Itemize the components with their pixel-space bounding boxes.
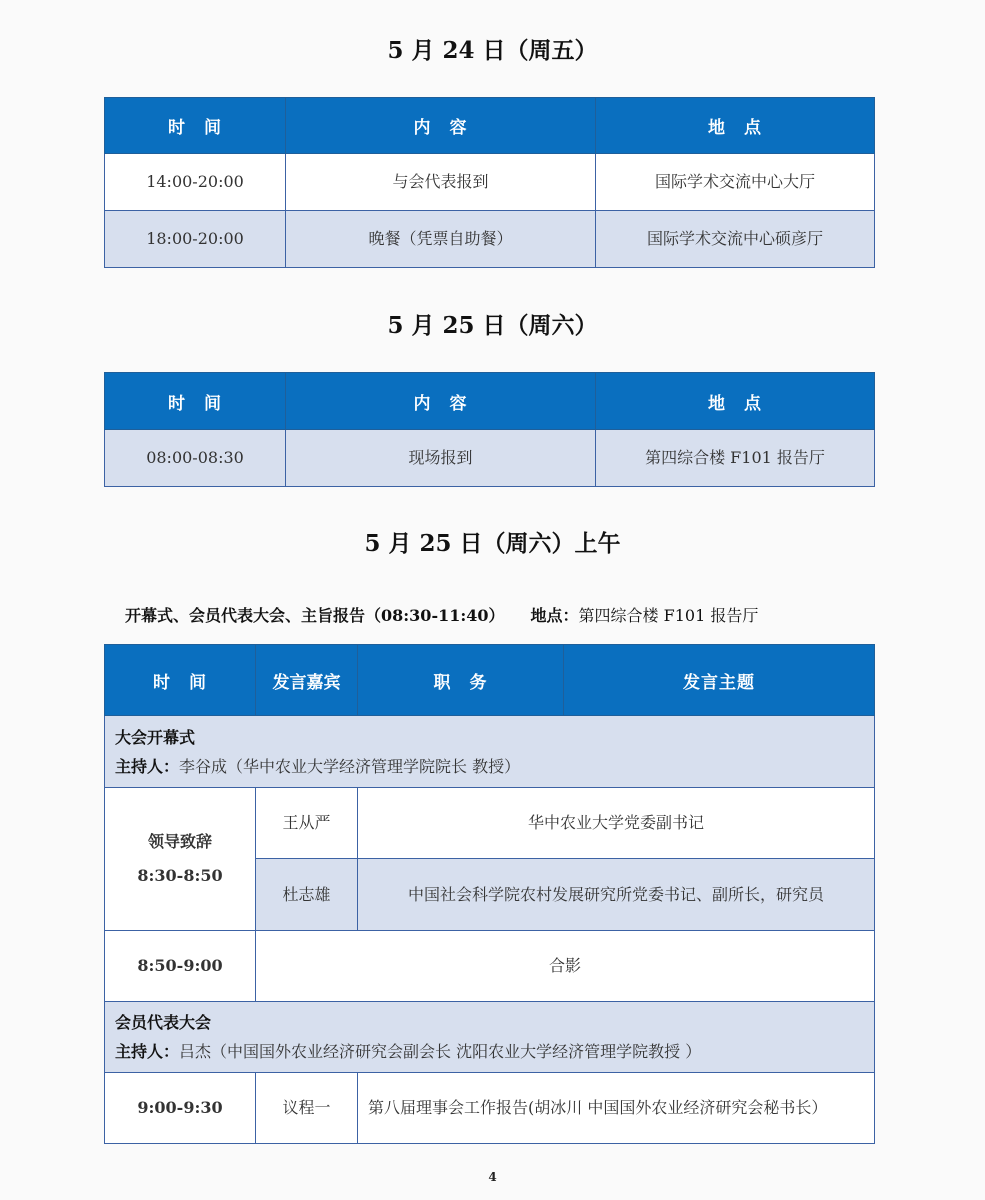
header-topic: 发言主题 bbox=[564, 645, 875, 716]
table-row bbox=[105, 931, 875, 1002]
table-row bbox=[105, 211, 875, 268]
session-location: 第四综合楼 F101 报告厅 bbox=[578, 606, 759, 625]
speaker-role: 华中农业大学党委副书记 bbox=[358, 788, 875, 859]
row-time: 08:00-08:30 bbox=[105, 430, 286, 487]
session-info bbox=[125, 603, 758, 626]
assembly-section bbox=[105, 1002, 875, 1073]
day2-title: 5 月 25 日（周六） bbox=[387, 312, 598, 339]
leader-speech-label: 领导致辞 bbox=[147, 832, 212, 851]
header-position: 职 务 bbox=[358, 645, 564, 716]
table-row bbox=[105, 788, 875, 859]
host-name: 李谷成（华中农业大学经济管理学院院长 教授） bbox=[179, 756, 521, 776]
photo-time: 8:50-9:00 bbox=[105, 931, 256, 1002]
table-header-row bbox=[105, 645, 875, 716]
row-time: 14:00-20:00 bbox=[105, 154, 286, 211]
table-row bbox=[105, 154, 875, 211]
host-label: 主持人： bbox=[115, 1042, 180, 1061]
morning-schedule-table bbox=[104, 644, 875, 1144]
host-label: 主持人： bbox=[115, 756, 180, 776]
photo-content: 合影 bbox=[256, 931, 875, 1002]
row-place: 国际学术交流中心硕彦厅 bbox=[596, 211, 875, 268]
session-name: 开幕式、会员代表大会、主旨报告（08:30-11:40） bbox=[125, 606, 505, 625]
host-name: 吕杰（中国国外农业经济研究会副会长 沈阳农业大学经济管理学院教授 ） bbox=[179, 1042, 702, 1061]
leader-speech-cell bbox=[105, 788, 256, 931]
row-content: 与会代表报到 bbox=[286, 154, 596, 211]
agenda-item: 议程一 bbox=[256, 1073, 358, 1144]
header-time: 时 间 bbox=[105, 98, 286, 154]
leader-speech-time: 8:30-8:50 bbox=[137, 866, 223, 885]
header-time: 时 间 bbox=[105, 645, 256, 716]
header-place: 地 点 bbox=[596, 373, 875, 430]
day1-title: 5 月 24 日（周五） bbox=[387, 37, 598, 64]
header-speaker: 发言嘉宾 bbox=[256, 645, 358, 716]
row-place: 第四综合楼 F101 报告厅 bbox=[596, 430, 875, 487]
row-place: 国际学术交流中心大厅 bbox=[596, 154, 875, 211]
header-time: 时 间 bbox=[105, 373, 286, 430]
table-row bbox=[105, 1073, 875, 1144]
row-content: 现场报到 bbox=[286, 430, 596, 487]
agenda-content: 第八届理事会工作报告(胡冰川 中国国外农业经济研究会秘书长） bbox=[358, 1073, 875, 1144]
opening-section bbox=[105, 716, 875, 788]
opening-host bbox=[115, 752, 864, 781]
header-content: 内 容 bbox=[286, 98, 596, 154]
assembly-host bbox=[115, 1037, 864, 1066]
agenda-time: 9:00-9:30 bbox=[105, 1073, 256, 1144]
speaker-role: 中国社会科学院农村发展研究所党委书记、副所长，研究员 bbox=[358, 859, 875, 931]
location-label: 地点： bbox=[530, 606, 579, 625]
day1-schedule-table bbox=[104, 97, 875, 268]
header-place: 地 点 bbox=[596, 98, 875, 154]
header-content: 内 容 bbox=[286, 373, 596, 430]
speaker-name: 杜志雄 bbox=[256, 859, 358, 931]
day2-schedule-table bbox=[104, 372, 875, 487]
section-row bbox=[105, 1002, 875, 1073]
row-content: 晚餐（凭票自助餐） bbox=[286, 211, 596, 268]
row-time: 18:00-20:00 bbox=[105, 211, 286, 268]
page-number: 4 bbox=[488, 1170, 497, 1184]
opening-name: 大会开幕式 bbox=[115, 727, 196, 747]
section-row bbox=[105, 716, 875, 788]
table-header-row bbox=[105, 373, 875, 430]
morning-title: 5 月 25 日（周六）上午 bbox=[364, 530, 621, 557]
assembly-name: 会员代表大会 bbox=[115, 1013, 212, 1032]
table-row bbox=[105, 430, 875, 487]
speaker-name: 王从严 bbox=[256, 788, 358, 859]
table-header-row bbox=[105, 98, 875, 154]
